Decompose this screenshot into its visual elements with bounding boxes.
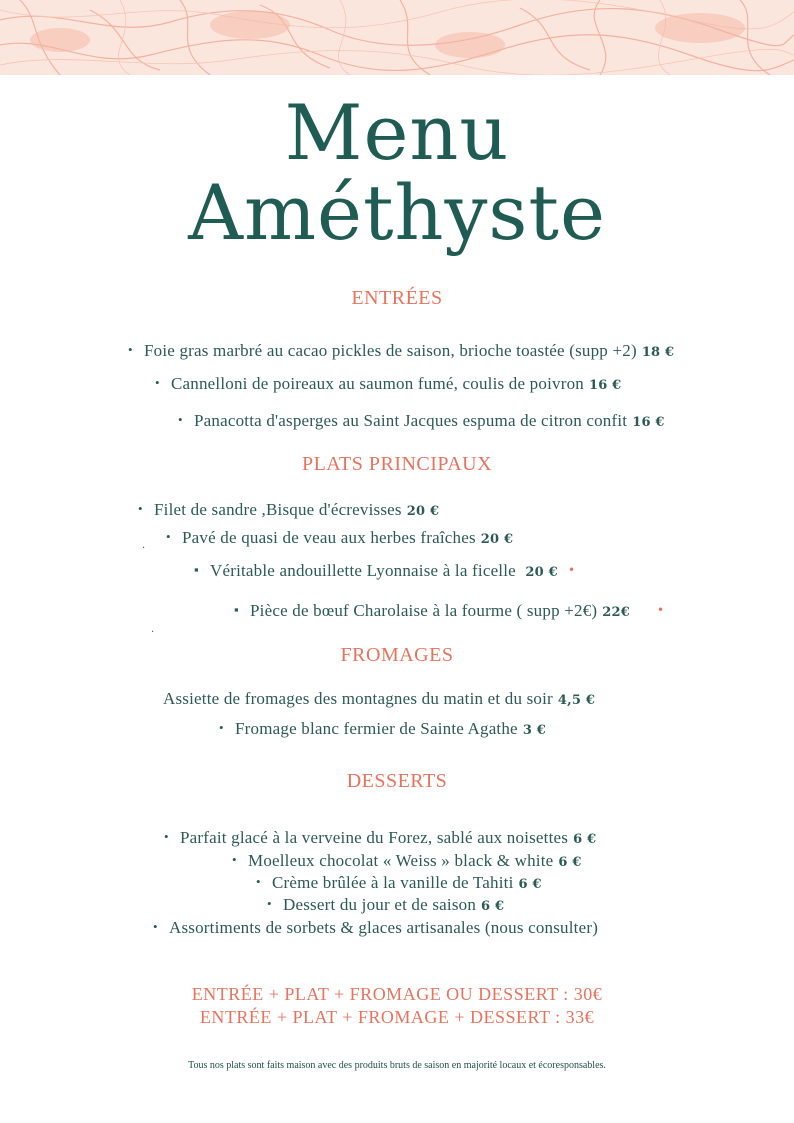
menu-item: • Moelleux chocolat « Weiss » black & white 6 €: [232, 851, 582, 870]
formula-line: ENTRÉE + PLAT + FROMAGE + DESSERT : 33€: [199, 1007, 595, 1027]
item-price: 4,5 €: [557, 693, 596, 708]
bullet-icon: ▪: [194, 562, 199, 577]
item-price: 16 €: [588, 378, 622, 393]
menu-item: • Fromage blanc fermier de Sainte Agathe 3 €: [219, 719, 547, 738]
menu-title-line1: Menu: [284, 88, 510, 177]
menu-item: Assiette de fromages des montagnes du matin et du soir 4,5 €: [163, 689, 596, 708]
bullet-icon: •: [267, 896, 272, 911]
item-price: 20 €: [406, 504, 440, 519]
item-price: 3 €: [522, 723, 547, 738]
section-heading-entrees: ENTRÉES: [351, 287, 443, 309]
menu-item: • Foie gras marbré au cacao pickles de saison, brioche toastée (supp +2) 18 €: [128, 341, 675, 360]
bullet-icon: •: [178, 412, 183, 427]
decorative-speck: .: [142, 540, 146, 551]
bullet-icon: •: [155, 375, 160, 390]
bullet-icon: •: [164, 829, 169, 844]
section-heading-desserts: DESSERTS: [346, 770, 448, 792]
bullet-icon: ▪: [234, 602, 239, 617]
bullet-icon: •: [219, 720, 224, 735]
item-price: 18 €: [641, 345, 675, 360]
menu-item: ▪ Véritable andouillette Lyonnaise à la ficelle 20 €: [194, 561, 558, 580]
bullet-icon: •: [166, 529, 171, 544]
marble-pattern: [0, 0, 794, 75]
item-price: 6 €: [558, 855, 582, 870]
bullet-icon: •: [256, 874, 261, 889]
menu-item: • Filet de sandre ,Bisque d'écrevisses 20 €: [138, 500, 440, 519]
marble-banner: [0, 0, 794, 75]
item-price: 16 €: [632, 415, 665, 430]
decorative-speck: .: [151, 624, 155, 635]
bullet-icon: •: [138, 501, 143, 516]
bullet-icon: •: [232, 852, 237, 867]
menu-title-line2: Améthyste: [188, 168, 606, 257]
section-heading-plats: PLATS PRINCIPAUX: [301, 453, 493, 475]
footer-note: Tous nos plats sont faits maison avec des produits bruts de saison en majorité locaux et écoresponsables.: [188, 1060, 606, 1071]
item-price: 20 €: [480, 532, 514, 547]
menu-item: • Crème brûlée à la vanille de Tahiti 6 €: [256, 873, 542, 892]
bullet-icon: •: [128, 342, 133, 357]
item-price: 6 €: [573, 832, 597, 847]
menu-item: • Dessert du jour et de saison 6 €: [267, 895, 505, 914]
menu-item: ▪ Pièce de bœuf Charolaise à la fourme ( supp +2€) 22€: [234, 601, 631, 620]
formula-line: ENTRÉE + PLAT + FROMAGE OU DESSERT : 30€: [191, 984, 603, 1004]
item-price: 6 €: [518, 877, 542, 892]
menu-item: • Pavé de quasi de veau aux herbes fraîches 20 €: [166, 528, 514, 547]
bullet-icon: •: [153, 919, 158, 934]
menu-item: • Assortiments de sorbets & glaces artisanales (nous consulter): [153, 918, 599, 937]
item-price: 6 €: [481, 899, 505, 914]
decorative-dot: •: [657, 603, 665, 617]
menu-item: • Cannelloni de poireaux au saumon fumé, coulis de poivron 16 €: [155, 374, 622, 393]
decorative-dot: •: [568, 563, 576, 577]
item-price: 20 €: [525, 565, 558, 580]
menu-item: • Panacotta d'asperges au Saint Jacques espuma de citron confit 16 €: [178, 411, 665, 430]
item-price: 22€: [602, 605, 631, 620]
menu-item: • Parfait glacé à la verveine du Forez, sablé aux noisettes 6 €: [164, 828, 597, 847]
section-heading-fromages: FROMAGES: [340, 644, 454, 666]
